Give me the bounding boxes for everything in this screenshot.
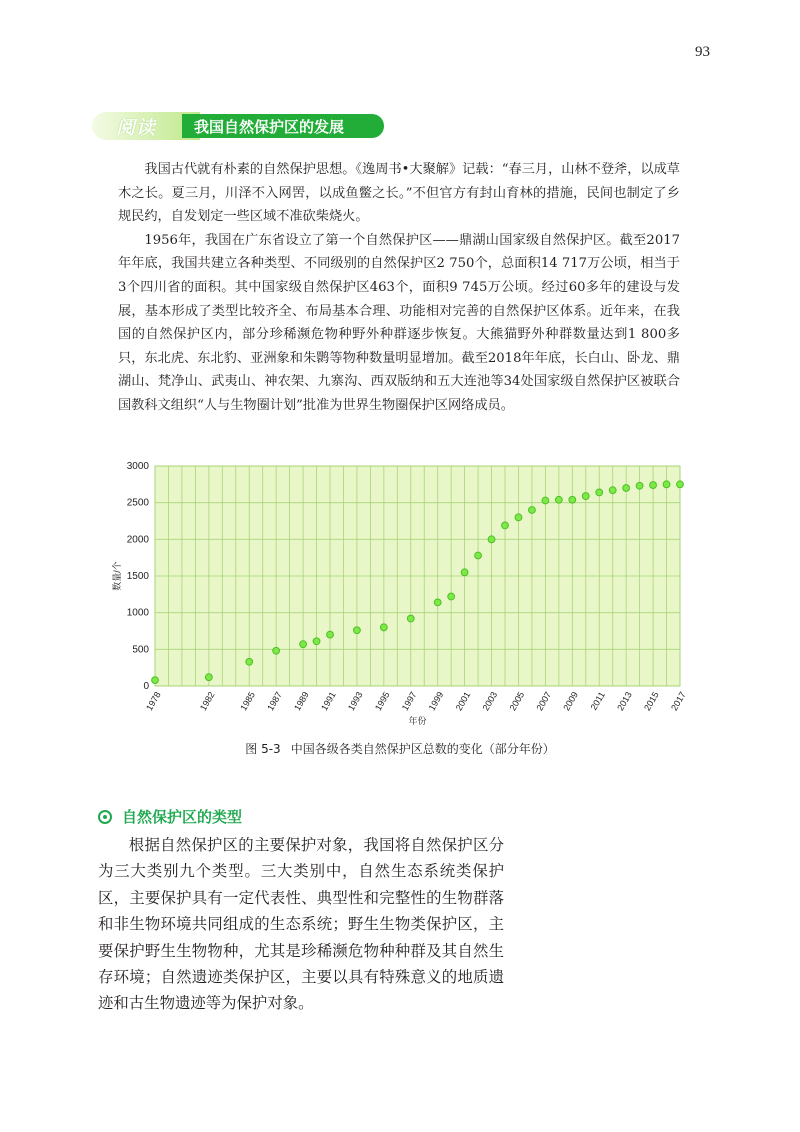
reading-title-bar	[182, 114, 384, 138]
x-tick-label: 1993	[345, 690, 365, 713]
data-point	[555, 496, 562, 503]
x-tick-label: 2001	[453, 690, 473, 713]
y-tick-label: 3000	[126, 461, 149, 472]
x-tick-label: 2003	[480, 690, 500, 713]
data-point	[152, 677, 159, 684]
figure-caption	[0, 740, 800, 757]
y-tick-label: 1500	[126, 571, 149, 582]
x-tick-label: 1991	[319, 690, 338, 713]
data-point	[475, 552, 482, 559]
figure-number: 图 5-3	[245, 742, 281, 756]
x-tick-label: 1995	[372, 690, 392, 713]
data-point	[461, 569, 468, 576]
data-point	[488, 536, 495, 543]
section-paragraph: 根据自然保护区的主要保护对象，我国将自然保护区分为三大类别九个类型。三大类别中，自然生态系统类保护区，主要保护具有一定代表性、典型性和完整性的生物群落和非生物环境共同组成的生态系统；野生生物类保护区，主要保护野生生物物种，尤其是珍稀濒危物种种群及其自然生存环境；自然遗迹类保护区，主要以具有特殊意义的地质遗迹和古生物遗迹等为保护对象。	[98, 836, 504, 1013]
x-tick-label: 2015	[642, 690, 661, 713]
data-point	[246, 658, 253, 665]
x-axis	[144, 690, 688, 712]
data-point	[529, 507, 536, 514]
x-tick-label: 1987	[265, 690, 284, 713]
y-tick-label: 500	[132, 644, 149, 656]
data-point	[380, 624, 387, 631]
data-point	[636, 482, 643, 489]
x-tick-label: 1982	[197, 690, 217, 713]
data-point	[205, 674, 212, 681]
data-point	[596, 489, 603, 496]
data-point	[582, 493, 589, 500]
data-point	[569, 496, 576, 503]
chart-container	[110, 455, 690, 730]
data-point	[273, 647, 280, 654]
x-tick-label: 2007	[534, 690, 554, 713]
data-point	[650, 482, 657, 489]
figure-caption-text: 中国各级各类自然保护区总数的变化（部分年份）	[290, 742, 555, 756]
reading-body	[118, 158, 680, 418]
x-tick-label: 2011	[588, 690, 607, 712]
x-tick-label: 2005	[507, 690, 527, 713]
data-point	[448, 593, 455, 600]
data-point	[542, 497, 549, 504]
section-bullet-icon	[98, 810, 112, 824]
reading-title: 我国自然保护区的发展	[194, 118, 345, 136]
x-tick-label: 2009	[561, 690, 581, 713]
x-tick-label: 1989	[292, 690, 311, 713]
y-axis-label: 数量/个	[112, 561, 122, 591]
x-tick-label: 2013	[615, 690, 634, 713]
data-point	[354, 627, 361, 634]
section-heading	[98, 806, 242, 827]
x-tick-label: 1999	[426, 690, 446, 713]
x-tick-label: 2017	[669, 690, 688, 713]
y-axis	[127, 461, 150, 692]
data-point	[502, 522, 509, 529]
page-number: 93	[695, 44, 710, 60]
reading-paragraph-1: 我国古代就有朴素的自然保护思想。《逸周书•大聚解》记载：“春三月，山林不登斧，以成草木之长。夏三月，川泽不入网罟，以成鱼鳖之长。”不但官方有封山育林的措施，民间也制定了乡规民约，自发划定一些区域不准砍柴烧火。	[118, 162, 680, 225]
data-point	[434, 599, 441, 606]
y-tick-label: 0	[143, 681, 149, 692]
data-point	[327, 631, 334, 638]
reading-paragraph-2: 1956年，我国在广东省设立了第一个自然保护区——鼎湖山国家级自然保护区。截至2017年年底，我国共建立各种类型、不同级别的自然保护区2 750个，总面积14 717万公顷，相当于3个四川省的面积。其中国家级自然保护区463个，面积9 745万公顷。经过60多年的建设与发展，基本形成了类型比较齐全、布局基本合理、功能相对完善的自然保护区体系。近年来，在我国的自然保护区内，部分珍稀濒危物种野外种群逐步恢复。大熊猫野外种群数量达到1 800多只，东北虎、东北豹、亚洲象和朱鹮等物种数量明显增加。截至2018年年底，长白山、卧龙、鼎湖山、梵净山、武夷山、神农架、九寨沟、西双版纳和五大连池等34处国家级自然保护区被联合国教科文组织“人与生物圈计划”批准为世界生物圈保护区网络成员。	[118, 232, 680, 413]
reading-tag-label: 阅读	[116, 117, 157, 139]
reading-header	[92, 112, 384, 140]
x-tick-label: 1985	[238, 690, 257, 713]
data-point	[300, 641, 307, 648]
data-point	[663, 481, 670, 488]
data-point	[623, 485, 630, 492]
reserve-count-chart	[110, 455, 690, 730]
data-point	[609, 487, 616, 494]
data-point	[677, 481, 684, 488]
x-tick-label: 1978	[144, 690, 163, 713]
y-tick-label: 1000	[126, 607, 149, 619]
data-point	[313, 638, 320, 645]
section-body	[98, 832, 504, 1017]
y-tick-label: 2000	[126, 534, 149, 546]
data-point	[407, 615, 414, 622]
x-tick-label: 1997	[399, 690, 419, 713]
y-tick-label: 2500	[126, 497, 149, 509]
section-title: 自然保护区的类型	[122, 808, 243, 826]
x-axis-label: 年份	[408, 716, 427, 726]
data-point	[515, 514, 522, 521]
